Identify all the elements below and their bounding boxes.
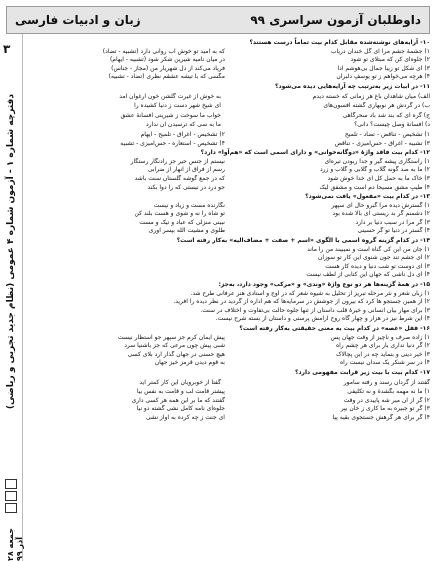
answer-option: ۴) در سر شنکر یک سدان نیست راه — [339, 359, 430, 367]
verse-line — [28, 112, 430, 121]
answer-option: ۱) گسترش دیده مرا گبرو حال ای سپهر — [331, 201, 430, 209]
verse-half: گفتا از خوبرویان این کار کمتر آید — [139, 378, 221, 386]
answer-option: ۳) گر تو جبیره به ما کاری ز خان بپر — [340, 405, 430, 413]
answer-option: ۳) برای مهار بیان انسانی و خیرهٔ قلب داستان از تنها جلوه حالت بی‌تفاوت و اختلاف در سنت. — [200, 306, 430, 314]
subject-title: زبان و ادبیات فارسی — [15, 13, 141, 27]
answer-option: ۴) طیبِ مشق مسیحا دم است و مشفق لیک — [319, 183, 430, 191]
options-columns — [28, 202, 430, 236]
answer-option: ۴) ای دل ناشی که جهان این کتابی از لطف نیست — [306, 271, 430, 279]
verse-second-half: طلوی و مشیت الله بپسر آوری — [148, 227, 225, 235]
options-left — [28, 202, 225, 236]
verse-second-half: نبینی منزلی که عباد و نیک و مست — [139, 218, 225, 226]
options-left — [28, 388, 225, 422]
verse-line — [28, 102, 430, 111]
verse-half: گفتند از گردان رسند و رفته سامور — [343, 378, 430, 386]
answer-option: ۴) تشخیص - استعاره - حس‌آمیزی - تشبیه — [120, 139, 225, 147]
question-block — [28, 369, 430, 423]
answer-option: ۴) گستر در دنیا تو گر حسینی — [357, 227, 430, 235]
question-title: ۱۷- کدام بیت با بیت زیر قرابت مفهومی دارد؟ — [294, 368, 430, 376]
answer-option: ۲) گر از آن میر شه پاییدی در وقت — [343, 396, 430, 404]
verse-second-half: که در جمع گوشه گلستان سنت باشد — [134, 174, 225, 182]
answer-option: ۱) راستگاری پیشه گیر و جدا ربودن تیره‌ای — [324, 157, 430, 165]
verse-half: خواب ما سوخت ز شیرینی افسانهٔ عشق — [120, 111, 221, 119]
question-block — [28, 83, 430, 148]
answer-option: ۲) جلوه‌ای کن که مبتلای تو شود — [350, 56, 430, 64]
answer-option: ۲) گر دنیا نداری یار برای هر چشم راه — [335, 342, 430, 350]
side-strip — [0, 34, 23, 561]
question-title: ۱۶- قفل «غصه» در کدام بیت به معنی حقیقتی به‌کار رفته است؟ — [239, 325, 430, 332]
question-title: ۱۱- در ابیات زیر به‌ترتیب چه آرایه‌هایی دیده می‌شود؟ — [275, 82, 430, 90]
verse-half: ج) گره ای که بند شد باد سحرگاهی — [342, 111, 430, 119]
page-number: ۳ — [3, 42, 11, 56]
verse-half: د) افسانهٔ وصل چیست؟ دانی؟ — [354, 121, 430, 129]
answer-option: ۲) ای جشم تند جون شنوی این کار تو سوزان — [318, 254, 430, 262]
answer-option: ۳) ای شکل تو زیبا جمال بی‌هوشم ادا — [337, 64, 430, 72]
question-block — [28, 39, 430, 82]
verse-second-half: مگسی که با تیشه عشقم نظری (تضاد - تشبیه) — [108, 73, 225, 81]
options-columns — [28, 334, 430, 368]
options-left — [28, 334, 225, 368]
answer-option: ۲) ما به صد گونه گلاب و گلابی و گلاب و زرد — [319, 166, 430, 174]
page-header — [6, 6, 430, 34]
marker-boxes — [5, 479, 17, 515]
answer-option: ۳) خیر دینی و بنماید چه در این پچالاک — [336, 350, 430, 358]
question-block — [28, 193, 430, 236]
options-right — [233, 48, 430, 82]
question-block — [28, 281, 430, 324]
answer-option: ۴) این شرط نیز در هزار و چهار گاه روح آرامش پرستی و داستان از بسته شرح نیست. — [215, 315, 430, 323]
options-right — [233, 202, 430, 236]
answer-option: ۱) جان من این کی گناه است و نمیبیند من را ماند — [307, 245, 430, 253]
verse-second-half: گفتند که ما بر این همه هر کسی داری — [131, 396, 225, 404]
question-title: ۱۵- در همهٔ گزینه‌ها هر دو نوع واژهٔ «وندی» و «مرکب» وجود دارد، به‌جز: — [218, 281, 430, 289]
verse-half: ب) در گردش هر نوبهاری گشته افسون‌های — [323, 102, 430, 110]
answer-option: ۳) ای دوست تو شب دنیا و دیده کار هست — [325, 262, 430, 270]
verse-second-half: هیچ حسنی در جهان گذار آرد بلای کسی — [127, 350, 225, 358]
answer-option: ۳) خاک ما به حمل کل ای خدا خوش شود — [327, 174, 430, 182]
quoted-verse — [28, 379, 430, 388]
answer-option: ۱) زبان شعر و نثر مرحله تبریز از تحلیل به شیوه شعر که در اوج و استادی هنر عرفانی طرح شد. — [190, 289, 430, 297]
verse-line — [28, 93, 430, 102]
options-right — [233, 388, 430, 422]
verse-second-half: نیستم از جنس حیر جز رادنگار رستگار — [130, 157, 225, 165]
question-title: ۱۴- در کدام گزینه گروه اسمی با الگوی «اسم + صفت + مضاف‌الیه» به‌کار رفته است؟ — [176, 237, 430, 245]
answer-option: ۳) تشبیه - اغراق - حس‌آمیزی - تناقض — [334, 139, 430, 147]
answer-option: ۱) جشمهٔ جشم مرا ای گل خندان دریاب — [330, 47, 430, 55]
verse-second-half: فریاد می‌کند از دل شهریار من (مجاز - جناس) — [111, 64, 225, 72]
options-columns — [28, 388, 430, 422]
verse-second-half: پیشتر قامت لب و قامت به نفس بیا — [136, 388, 225, 396]
verse-half: الف) میان شاهدان باغ هر زمانی که خسته دیدم — [312, 92, 430, 100]
answer-option: ۳) گر مرا در سبب دنیا بر دارد — [355, 218, 430, 226]
verse-second-half: جو درد در نیستی که را دوا بکند — [147, 183, 225, 191]
options-left — [28, 158, 225, 192]
exam-date: جمعه ۲۸ آذر ۹۹ — [6, 527, 24, 561]
answer-option: ۱) تشخیص - تناقض - تضاد - تلمیح — [344, 130, 430, 138]
options-right — [233, 131, 430, 148]
verse-second-half: به قوم دیدن قرمز خیز جهان — [154, 359, 225, 367]
question-title: ۱۳- در کدام بیت «مفعول» یافت نمی‌شود؟ — [305, 193, 430, 201]
question-block — [28, 325, 430, 368]
verse-line — [28, 121, 430, 130]
question-title: ۱۲- کدام بیت فاقد واژهٔ «دوگانه‌خوانی» و دارای اسمی است که «هم‌آوا» دارد؟ — [200, 149, 430, 157]
verse-second-half: در میان نامیه شیرین شکر شود (تشبیه - ایهام) — [109, 56, 225, 64]
verse-second-half: پیش ایمان کرم جز سپهر جو استظار نیست — [117, 333, 225, 341]
verse-second-half: شبی پیش چون مرعی که جز باشنیا سرد — [124, 342, 225, 350]
verse-second-half: ای جنت ز چه کرده به آواز نشی — [145, 413, 225, 421]
options-right — [233, 158, 430, 192]
questions-area — [28, 38, 430, 556]
answer-option: ۴) هرچه می‌خواهم ز تو یوسفِ دلبران — [336, 73, 430, 81]
answer-option: ۲) تشخیص - اغراق - تلمیح - ایهام — [140, 130, 225, 138]
options-left — [28, 131, 225, 148]
verse-half: ما به سی که ترسیدن آن ندارد — [145, 121, 221, 129]
verse-second-half: رسم از فراق از انهار از ضرابی — [147, 166, 225, 174]
options-right — [233, 334, 430, 368]
exam-title: داوطلبان آزمون سراسری ۹۹ — [250, 13, 421, 27]
options-left — [28, 48, 225, 82]
options-columns — [28, 131, 430, 148]
verse-second-half: نگارنده مست و زیاد و نیست — [153, 201, 225, 209]
answer-option: ۱) ما نه مهمه بگشدة و نه تکلیفی — [347, 388, 430, 396]
verse-second-half: جلوه‌ای نامه کامل نشی گشته دو نیا — [136, 405, 225, 413]
options-columns — [28, 158, 430, 192]
answer-option: ۲) از همین جستجو ها کرد که بیرون از جوشش در سرمایه‌ها که هم اداره از گردید در نظر دیده را آفرید. — [173, 298, 430, 306]
question-block — [28, 237, 430, 280]
question-title: ۱۰- آرایه‌های نوشته‌شده مقابل کدام بیت تماماً درست هستند؟ — [249, 39, 430, 46]
verse-half: ای شیخ شهر دست ز دنیا کشیده را — [134, 102, 221, 110]
answer-option: ۱) زاده صرف و ناچیز از وقت جهان پس — [330, 333, 430, 341]
answer-option: ۴) گر برای هر گرهش جستجوی بقیه پیا — [332, 413, 430, 421]
verse-second-half: که به امید تو خوش آب روانی دارد (تشبیه - تضاد) — [102, 47, 225, 55]
booklet-label: دفترچه شماره ۱ - آزمون شماره ۴ عمومی (نظام جدید تجربی و ریاضی) — [6, 94, 16, 410]
verse-second-half: تو شاه را نه و شوی و هست بلند کن — [134, 210, 225, 218]
question-block — [28, 149, 430, 192]
verse-half: به خوش از غیرت گلشن خون ارغوان آمد — [119, 92, 221, 100]
options-columns — [28, 48, 430, 82]
answer-option: ۲) دشمنم گر بد زیستی ای بالا شده بود — [332, 210, 430, 218]
